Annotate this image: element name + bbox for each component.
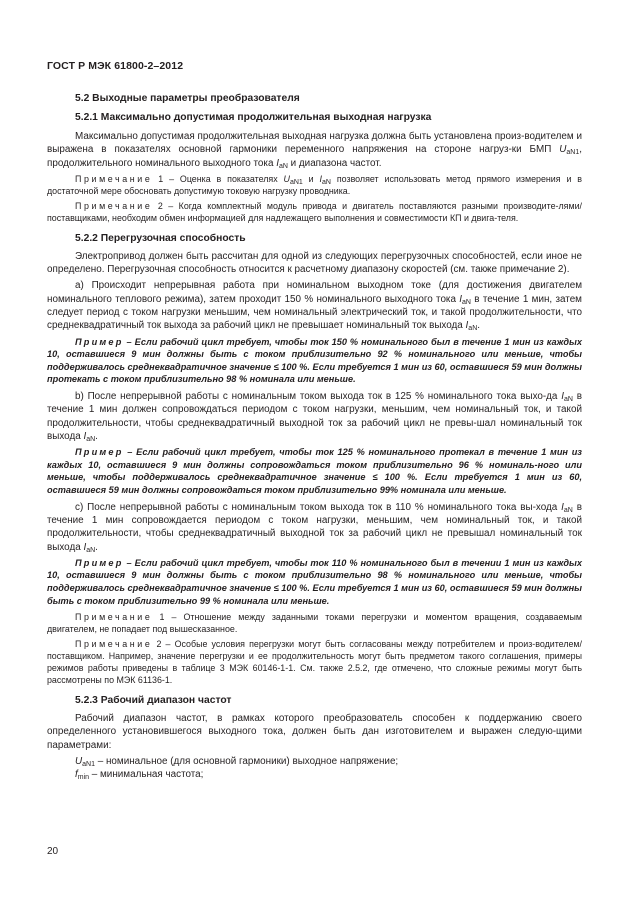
subscript: aN (563, 396, 573, 404)
definition-f-min (75, 768, 582, 781)
text-run: 1 – Оценка в показателях (152, 173, 284, 184)
text-run: – минимальная частота; (89, 769, 204, 781)
text-run: и (302, 173, 320, 184)
subscript: aN (86, 546, 96, 554)
section-heading-5-2-2: 5.2.2 Перегрузочная способность (75, 232, 246, 244)
definition-u-an1 (75, 755, 582, 768)
text-run: в течение 1 мин должен сопровождаться периодом с током нагрузки, меньшим, чем номинальный ток, и такой продолжительности, чтобы среднеквадратичный выходной ток за рабочий цикл не превы-шал номинальный ток выхода (47, 391, 582, 442)
symbol-i: I (83, 541, 87, 553)
note-label: Примечание (75, 173, 153, 184)
text-run: 2 – Особые условия перегрузки могут быть согласованы между потребителем и произ-водителем/поставщиком. Например, значение перегрузки и ее продолжительность могут быть предметом такого соглашения, примеры режимов работы приведены в таблице 3 МЭК 60146-1-1. См. также 2.5.2, где отмечено, что сложные режимы могут быть рассмотрены по МЭК 61136-1. (47, 639, 582, 686)
note-2 (47, 200, 582, 224)
symbol-i: I (465, 320, 469, 332)
paragraph-item-c (47, 501, 582, 554)
symbol-f: f (75, 769, 78, 781)
subscript: aN1 (82, 761, 95, 769)
subscript: min (77, 774, 90, 782)
symbol-i: I (83, 430, 87, 442)
subscript: aN1 (289, 178, 303, 186)
text-run: 1 – Отношение между заданными токами перегрузки и моментом вращения, создаваемым двигателем, не попадает под вышесказанное. (47, 612, 582, 635)
subscript: aN (462, 298, 471, 306)
section-heading-5-2: 5.2 Выходные параметры преобразователя (75, 93, 300, 104)
text-run: в течение 1 мин сопровождается периодом с током нагрузки, меньшим, чем номинальный ток, и такой продолжительности, чтобы среднеквадратичный выходной ток за рабочий цикл не превышал номинальный ток выхода (47, 501, 582, 553)
subscript: aN (86, 435, 96, 443)
text-run: , продолжительного номинального выходного тока (47, 144, 582, 169)
subscript: aN (563, 506, 573, 514)
symbol-i: I (319, 173, 323, 184)
subscript: aN (468, 325, 478, 333)
subscript: aN1 (566, 149, 580, 157)
text-run: и диапазона частот. (287, 157, 382, 169)
paragraph-overload-intro: Электропривод должен быть рассчитан для одной из следующих перегрузочных способностей, если иное не определено. Перегрузочная способность относится к расчетному диапазону скоростей (см. также примечание 2). (47, 250, 582, 276)
example-a (47, 336, 582, 386)
page-number: 20 (47, 846, 59, 857)
example-label: Пример (75, 557, 124, 568)
text-run: . (477, 320, 480, 332)
paragraph-frequency-range: Рабочий диапазон частот, в рамках которого преобразователь способен к поддержанию своего определенного установившегося выходного тока, должен быть дан изготовителем и выражен следую-щими параметрами: (47, 713, 582, 751)
symbol-i: I (561, 391, 564, 403)
example-c (47, 557, 582, 607)
text-run: . (95, 541, 98, 553)
symbol-u: U (283, 173, 290, 184)
document-header: ГОСТ Р МЭК 61800-2–2012 (47, 60, 184, 72)
note-1 (47, 173, 582, 197)
text-run: 2 – Когда комплектный модуль привода и двигатель поставляются разными производите-лями/поставщиками, необходим обмен информацией для надлежащего выполнения и совместимости КП и двига-теля. (47, 200, 582, 223)
symbol-i: I (561, 501, 564, 513)
text-run: – Если рабочий цикл требует, чтобы ток 110 % номинального был в течении 1 мин из каждых 10, оставшиеся 9 мин должны быть с током приблизительно 98 % номинального или меньше, чтобы поддерживалось среднеквадратичное значение ≤ 100 %. Если требуется 1 мин из 60, оставшиеся 59 мин должны быть с током приблизительно 99 % номинала или меньше. (47, 557, 582, 606)
text-run: b) После непрерывной работы с номинальным током выхода ток в 125 % номинального тока выхо-да (75, 391, 562, 403)
note-label: Примечание (75, 612, 153, 623)
symbol-i: I (276, 157, 279, 169)
text-run: . (95, 430, 98, 442)
paragraph-item-b (47, 390, 582, 443)
note-label: Примечание (75, 200, 153, 211)
section-heading-5-2-1: 5.2.1 Максимально допустимая продолжительная выходная нагрузка (75, 112, 432, 123)
text-run: – Если рабочий цикл требует, чтобы ток 125 % номинального протекал в течение 1 мин из каждых 10, оставшиеся 9 мин должны сопровождаться током приблизительно 96 % номиналь-ного или меньше, чтобы поддерживалось среднеквадратичное значение ≤ 100 %. Если требуется 1 мин из 60, оставшиеся 59 мин должны сопровождаться током приблизительно 99% номинала или меньше. (47, 447, 582, 496)
note-label: Примечание (75, 639, 153, 650)
symbol-u: U (559, 144, 567, 156)
example-b (47, 446, 582, 496)
symbol-u: U (75, 756, 83, 768)
text-run: – номинальное (для основной гармоники) выходное напряжение; (94, 756, 399, 768)
text-run: – Если рабочий цикл требует, чтобы ток 150 % номинального был в течение 1 мин из каждых 10, оставшиеся 9 мин должны быть с током приблизительно 92 % номинального или меньше, чтобы поддерживалось среднеквадратичное значение ≤ 100 %. Если требуется 1 мин из 60, оставшиеся 59 мин должны протекать с током приблизительно 98 % номинала или меньше. (47, 336, 582, 385)
note-4 (47, 638, 582, 686)
paragraph-max-load (47, 130, 582, 170)
paragraph-item-a (47, 279, 582, 332)
symbol-i: I (459, 293, 463, 305)
example-label: Пример (75, 447, 124, 458)
example-label: Пример (75, 336, 124, 347)
subscript: aN (278, 162, 288, 170)
text-run: позволяет использовать метод прямого измерения и в достаточной мере обосновать допустимую токовую нагрузку проводника. (47, 173, 583, 196)
text-run: c) После непрерывной работы с номинальным током выхода ток в 110 % номинального тока вы-хода (75, 501, 562, 513)
subscript: aN (322, 178, 331, 186)
text-run: Максимально допустимая продолжительная выходная нагрузка должна быть установлена произ-водителем и выражена в показателях основной гармоники переменного напряжения на стороне нагруз-ки БМП (47, 131, 582, 156)
text-run: а) Происходит непрерывная работа при номинальном выходном токе (для достижения двигателем номинального теплового режима), затем проходит 150 % номинального выходного тока (47, 280, 582, 305)
note-3 (47, 611, 582, 635)
page-content (47, 92, 582, 782)
section-heading-5-2-3: 5.2.3 Рабочий диапазон частот (75, 695, 232, 707)
text-run: в течение 1 мин, затем следует период с током нагрузки меньшим, чем номинальный электрический ток, и такой продолжительности, что среднеквадратичный ток выхода за рабочий цикл не превышает номинальный ток выхода (47, 293, 582, 332)
